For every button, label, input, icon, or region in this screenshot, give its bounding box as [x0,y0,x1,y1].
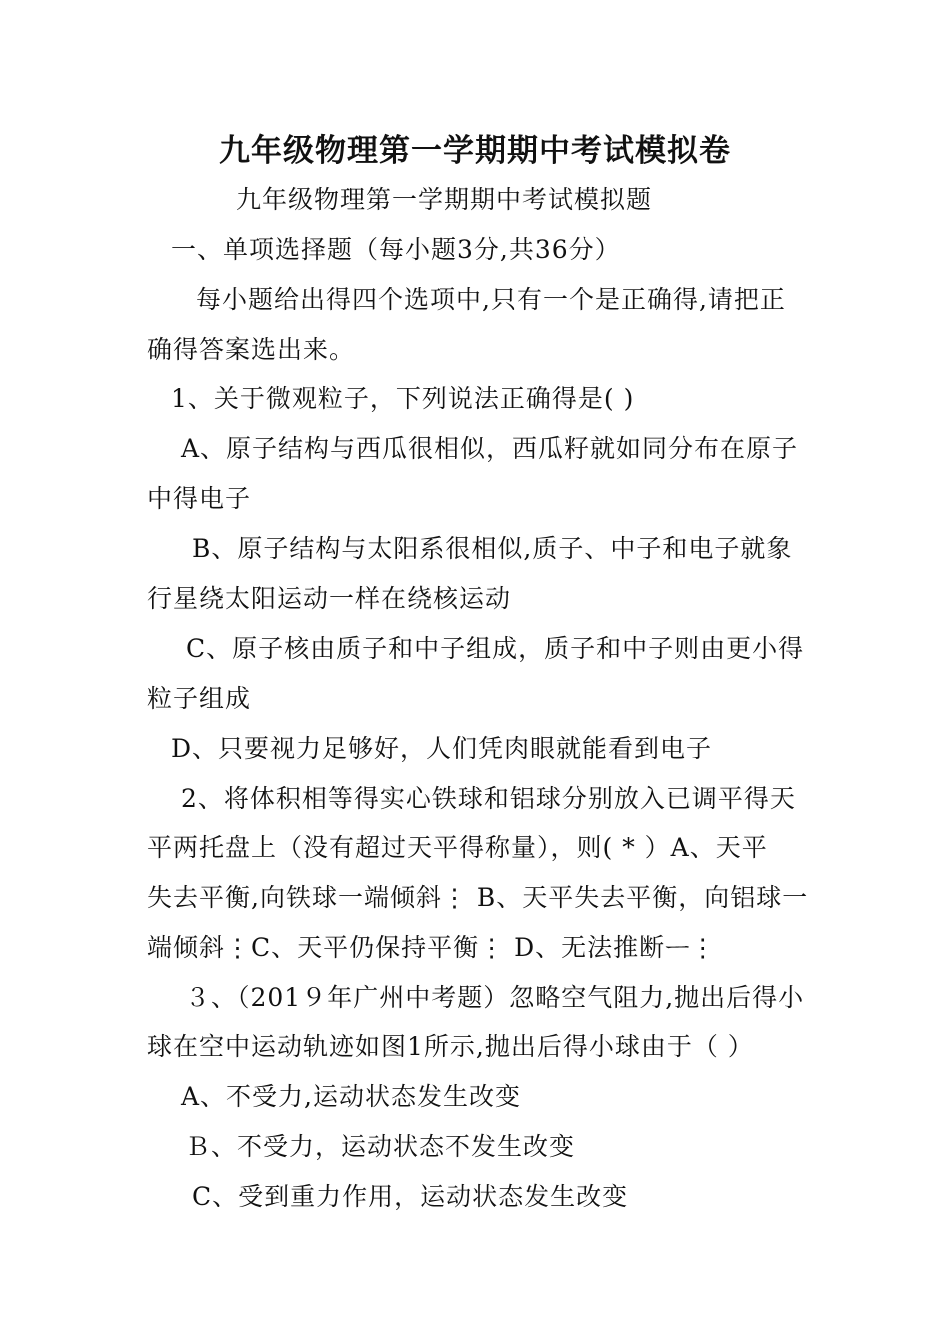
instruction-line-1: 每小题给出得四个选项中,只有一个是正确得,请把正 [196,285,786,314]
section-heading: 一、单项选择题（每小题3分,共36分） [171,235,621,264]
question-1-option-c-line-2: 粒子组成 [147,684,252,713]
question-2-line-3: 失去平衡,向铁球一端倾斜⋮ B、天平失去平衡，向铝球一 [147,883,809,912]
question-3-line-1: ３、（201９年广州中考题）忽略空气阻力,抛出后得小 [185,983,805,1012]
question-1-option-c-line-1: C、原子核由质子和中子组成，质子和中子则由更小得 [186,634,805,663]
question-3-line-2: 球在空中运动轨迹如图1所示,抛出后得小球由于（ ） [147,1032,754,1061]
subtitle: 九年级物理第一学期期中考试模拟题 [236,185,653,214]
question-1-option-b-line-2: 行星绕太阳运动一样在绕核运动 [147,584,512,613]
question-1-stem: 1、关于微观粒子，下列说法正确得是( ) [171,384,635,413]
question-2-line-2: 平两托盘上（没有超过天平得称量），则( * ）A、天平 [147,833,768,862]
instruction-line-2: 确得答案选出来。 [147,335,356,364]
question-3-option-c: C、受到重力作用，运动状态发生改变 [192,1182,629,1211]
question-1-option-d: D、只要视力足够好，人们凭肉眼就能看到电子 [171,734,713,763]
question-1-option-a-line-2: 中得电子 [147,484,252,513]
question-1-option-b-line-1: B、原子结构与太阳系很相似,质子、中子和电子就象 [192,534,793,563]
question-2-line-4: 端倾斜⋮C、天平仍保持平衡⋮ D、无法推断ᅳ⋮ [147,933,717,962]
question-1-option-a-line-1: A、原子结构与西瓜很相似，西瓜籽就如同分布在原子 [181,434,799,463]
page-title: 九年级物理第一学期期中考试模拟卷 [219,133,731,169]
question-3-option-b: Ｂ、不受力，运动状态不发生改变 [185,1132,576,1161]
question-2-line-1: 2、将体积相等得实心铁球和铝球分别放入已调平得天 [181,784,796,813]
question-3-option-a: A、不受力,运动状态发生改变 [181,1082,522,1111]
